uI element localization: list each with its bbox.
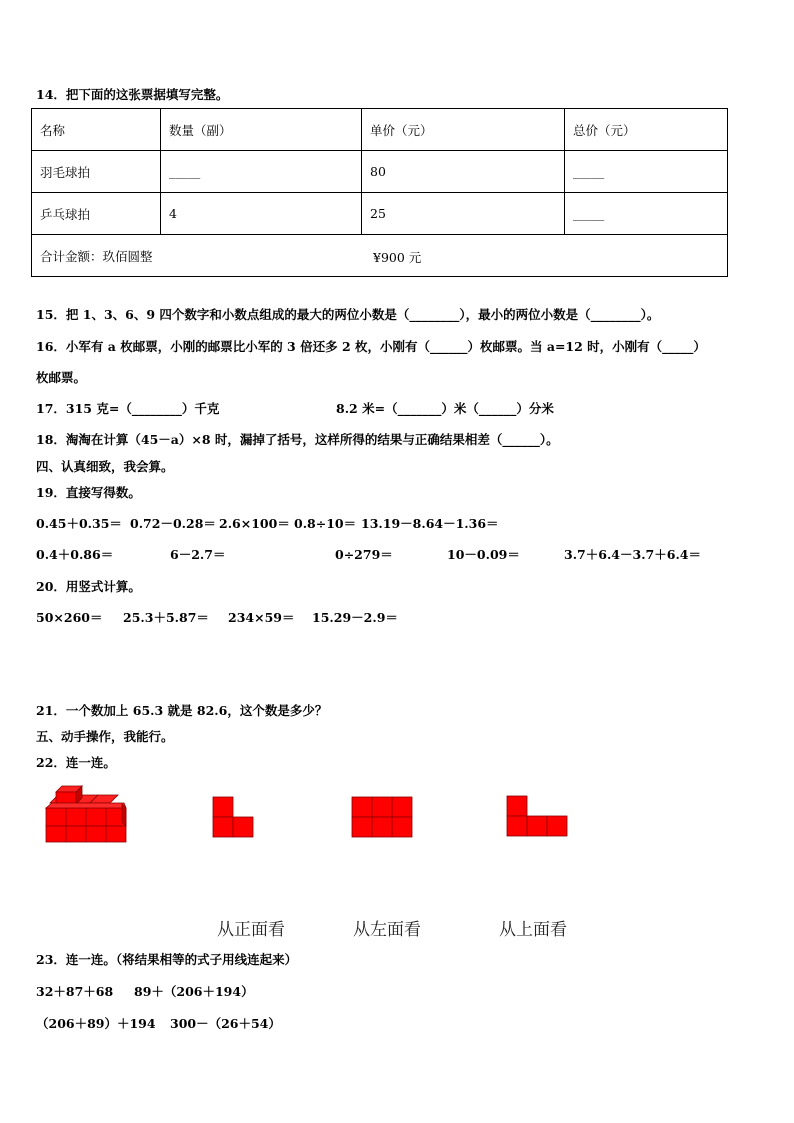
calc-item: 0.45＋0.35＝ — [36, 516, 122, 531]
calc-item: 0.72－0.28＝ — [130, 516, 216, 531]
view-label-left: 从左面看 — [353, 920, 421, 940]
calc-item: 10－0.09＝ — [447, 547, 520, 562]
row-name: 羽毛球拍 — [32, 151, 161, 193]
row-total-blank[interactable]: _____ — [565, 151, 728, 193]
vertical-calc-item: 234×59＝ — [228, 610, 295, 625]
view-shape-b — [352, 797, 412, 837]
q16-line2: 枚邮票。 — [36, 370, 87, 385]
section-5-heading: 五、动手操作，我能行。 — [36, 729, 174, 744]
view-shape-a — [213, 797, 255, 839]
row-qty-blank[interactable]: _____ — [161, 151, 362, 193]
view-label-top: 从上面看 — [499, 920, 567, 940]
ticket-table — [31, 108, 728, 277]
q17-part-b: 8.2 米=（_______）米（______）分米 — [336, 401, 554, 416]
vertical-calc-item: 15.29－2.9＝ — [312, 610, 398, 625]
q22-title: 22．连一连。 — [36, 755, 116, 770]
calc-item: 0÷279＝ — [335, 547, 393, 562]
q16-line1: 16．小军有 a 枚邮票，小刚的邮票比小军的 3 倍还多 2 枚，小刚有（______）枚邮票。当 a=12 时，小刚有（_____） — [36, 339, 706, 354]
ticket-row — [32, 193, 728, 235]
calc-item: 0.4＋0.86＝ — [36, 547, 114, 562]
total-label: 合计金额：玖佰圆整 — [40, 248, 153, 264]
row-total-blank[interactable]: _____ — [565, 193, 728, 235]
ticket-row — [32, 151, 728, 193]
q20-title: 20．用竖式计算。 — [36, 579, 141, 594]
calc-item: 13.19－8.64－1.36＝ — [361, 516, 499, 531]
expr-item: （206＋89）＋194 — [36, 1016, 156, 1031]
calc-item: 3.7＋6.4－3.7＋6.4＝ — [564, 547, 701, 562]
section-4-heading: 四、认真细致，我会算。 — [36, 459, 174, 474]
q15-text: 15．把 1、3、6、9 四个数字和小数点组成的最大的两位小数是（________），最小的两位小数是（________）。 — [36, 307, 660, 322]
view-shape-c — [507, 796, 569, 838]
q18-text: 18．淘淘在计算（45－a）×8 时，漏掉了括号，这样所得的结果与正确结果相差（______）。 — [36, 432, 559, 447]
expr-item: 89＋（206＋194） — [134, 984, 254, 999]
calc-item: 2.6×100＝ — [219, 516, 290, 531]
row-name: 乒乓球拍 — [32, 193, 161, 235]
row-price: 80 — [362, 151, 565, 193]
header-name: 名称 — [32, 109, 161, 151]
vertical-calc-item: 25.3＋5.87＝ — [123, 610, 209, 625]
expr-item: 300－（26＋54） — [170, 1016, 281, 1031]
expr-item: 32＋87＋68 — [36, 984, 114, 999]
ticket-header-row — [32, 109, 728, 151]
vertical-calc-item: 50×260＝ — [36, 610, 103, 625]
q21-text: 21．一个数加上 65.3 就是 82.6，这个数是多少？ — [36, 703, 328, 718]
header-price: 单价（元） — [362, 109, 565, 151]
row-price: 25 — [362, 193, 565, 235]
ticket-total-row — [32, 235, 728, 277]
cube-stack-figure — [44, 786, 129, 846]
q19-title: 19．直接写得数。 — [36, 485, 141, 500]
view-label-front: 从正面看 — [217, 920, 285, 940]
calc-item: 6－2.7＝ — [170, 547, 226, 562]
row-qty: 4 — [161, 193, 362, 235]
header-qty: 数量（副） — [161, 109, 362, 151]
total-value: ¥900 元 — [373, 250, 422, 265]
q17-part-a: 17．315 克=（________）千克 — [36, 401, 220, 416]
q14-title: 14．把下面的这张票据填写完整。 — [36, 87, 229, 102]
header-total: 总价（元） — [565, 109, 728, 151]
q23-title: 23．连一连。（将结果相等的式子用线连起来） — [36, 952, 298, 967]
calc-item: 0.8÷10＝ — [294, 516, 357, 531]
